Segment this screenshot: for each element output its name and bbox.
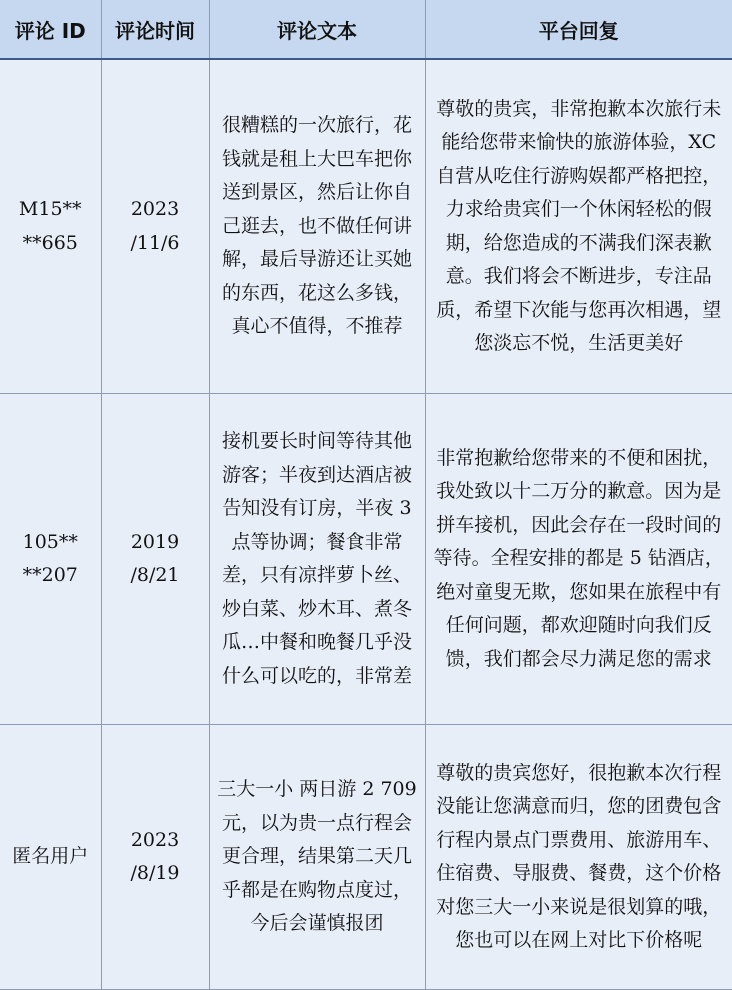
header-review-text: 评论文本: [209, 0, 425, 59]
review-time-cell: [101, 394, 209, 725]
table-row: [0, 725, 732, 990]
table-row: [0, 394, 732, 725]
review-time-cell: [101, 59, 209, 394]
review-time: 2023 /11/6: [130, 198, 180, 254]
review-time-cell: [101, 725, 209, 990]
platform-reply-cell: [425, 59, 732, 394]
header-review-time: 评论时间: [101, 0, 209, 59]
platform-reply: 非常抱歉给您带来的不便和困扰，我处致以十二万分的歉意。因为是拼车接机，因此会存在一段时间的等待。全程安排的都是 5 钻酒店，绝对童叟无欺，您如果在旅程中有任何问题，都欢迎随时向我们反馈，我们都会尽力满足您的需求: [433, 446, 724, 670]
review-text: 很糟糕的一次旅行，花钱就是租上大巴车把你送到景区，然后让你自己逛去，也不做任何讲解，最后导游还让买她的东西，花这么多钱，真心不值得，不推荐: [221, 114, 412, 338]
review-text: 接机要长时间等待其他游客；半夜到达酒店被告知没有订房，半夜 3 点等协调；餐食非常差，只有凉拌萝卜丝、炒白菜、炒木耳、煮冬瓜…中餐和晚餐几乎没什么可以吃的，非常差: [221, 430, 412, 687]
review-id: 105** **207: [22, 530, 78, 586]
review-id-cell: [0, 394, 101, 725]
review-text: 三大一小 两日游 2 709 元，以为贵一点行程会更合理，结果第二天几乎都是在购物点度过，今后会谨慎报团: [217, 778, 417, 935]
review-id-cell: [0, 725, 101, 990]
review-id-cell: [0, 59, 101, 394]
platform-reply-cell: [425, 394, 732, 725]
review-text-cell: [209, 59, 425, 394]
table-row: [0, 59, 732, 394]
header-platform-reply: 平台回复: [425, 0, 732, 59]
review-id: M15** **665: [18, 198, 82, 254]
header-row: [0, 0, 732, 59]
review-time: 2019 /8/21: [130, 530, 180, 586]
review-text-cell: [209, 394, 425, 725]
platform-reply: 尊敬的贵宾您好，很抱歉本次行程没能让您满意而归，您的团费包含行程内景点门票费用、旅游用车、住宿费、导服费、餐费，这个价格对您三大一小来说是很划算的哦，您也可以在网上对比下价格呢: [436, 761, 722, 951]
review-time: 2023 /8/19: [130, 828, 180, 884]
platform-reply: 尊敬的贵宾，非常抱歉本次旅行未能给您带来愉快的旅游体验，XC 自营从吃住行游购娱都严格把控，力求给贵宾们一个休闲轻松的假期，给您造成的不满我们深表歉意。我们将会不断进步，专注品质，希望下次能与您再次相遇，望您淡忘不悦，生活更美好: [436, 97, 722, 354]
review-id: 匿名用户: [12, 845, 89, 868]
review-text-cell: [209, 725, 425, 990]
platform-reply-cell: [425, 725, 732, 990]
header-review-id: 评论 ID: [0, 0, 101, 59]
